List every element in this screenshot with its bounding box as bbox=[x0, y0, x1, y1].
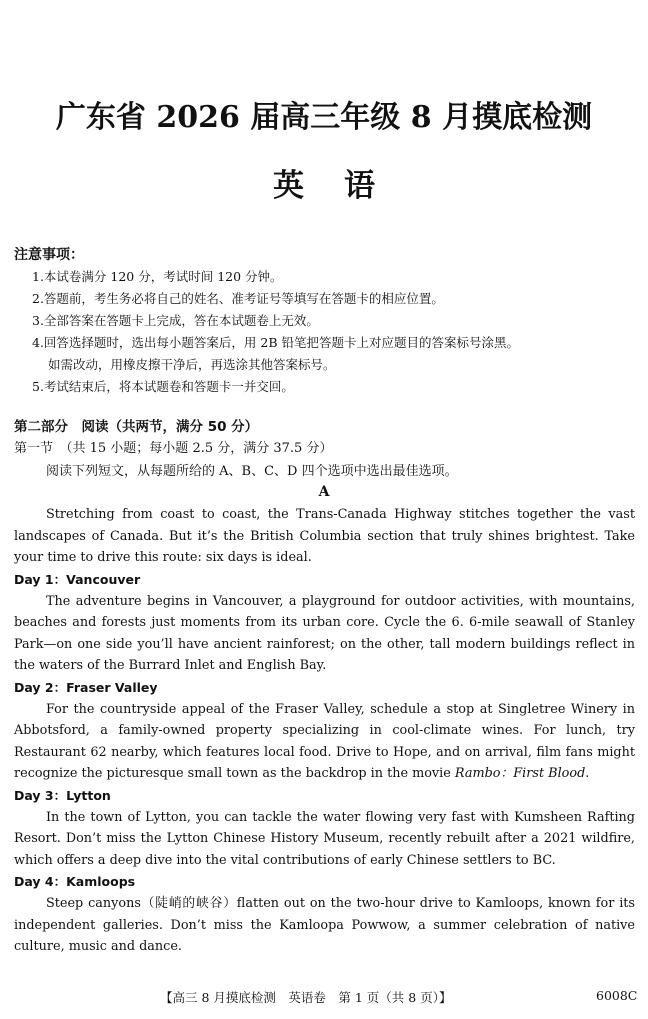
notice-item bbox=[14, 376, 636, 398]
subject-title: 英语 bbox=[273, 168, 415, 204]
day-heading: Day 3：Lytton bbox=[14, 787, 111, 803]
day-heading: Day 4：Kamloops bbox=[14, 874, 136, 889]
movie-title: Rambo：First Blood bbox=[454, 766, 586, 781]
passage-body bbox=[14, 504, 635, 958]
day-paragraph-tail: . bbox=[585, 766, 590, 781]
day-heading: Day 1：Vancouver bbox=[14, 571, 141, 587]
notice-item bbox=[14, 310, 636, 332]
day-heading: Day 2：Fraser Valley bbox=[14, 679, 158, 695]
notice-item bbox=[14, 332, 636, 376]
notice-item bbox=[14, 288, 636, 310]
exam-title: 广东省 2026 届高三年级 8 月摸底检测 bbox=[55, 100, 593, 135]
notice-item-continuation: 如需改动，用橡皮擦干净后，再选涂其他答案标号。 bbox=[48, 357, 336, 372]
notice-list bbox=[14, 266, 636, 398]
day-paragraph-text: For the countryside appeal of the Fraser Valley, schedule a stop at Singletree Winery in Abbotsford, a family-owned property specializing in cool-climate wines. For lunch, try Restaurant 62 nearby, which features local food. Drive to Hope, and on arrival, film fans might recognize the picturesque small town as the backdrop in the movie bbox=[14, 701, 635, 781]
day-paragraph: Steep canyons（陡峭的峡谷）flatten out on the two-hour drive to Kamloops, known for its independent galleries. Don’t miss the Kamloopa Powwow, a summer celebration of native culture, music and dance. bbox=[14, 896, 635, 954]
passage-intro: Stretching from coast to coast, the Trans-Canada Highway stitches together the vast landscapes of Canada. But it’s the British Columbia section that truly shines brightest. Take your time to drive this route: six days is ideal. bbox=[14, 507, 635, 565]
page-footer: 【高三 8 月摸底检测 英语卷 第 1 页（共 8 页）】 bbox=[160, 990, 452, 1005]
notice-item bbox=[14, 266, 636, 288]
paper-code: 6008C bbox=[596, 988, 638, 1003]
notice-item-text: 3.全部答案在答题卡上完成，答在本试题卷上无效。 bbox=[32, 313, 319, 328]
passage-letter: A bbox=[318, 484, 330, 500]
day-paragraph: In the town of Lytton, you can tackle the water flowing very fast with Kumsheen Rafting Resort. Don’t miss the Lytton Chinese History Museum, recently rebuilt after a 2021 wildfire, which offers a deep dive into the vital contributions of early Chinese settlers to BC. bbox=[14, 809, 635, 868]
day-paragraph: The adventure begins in Vancouver, a playground for outdoor activities, with mountains, beaches and forests just moments from its urban core. Cycle the 6. 6-mile seawall of Stanley Park—on one side you’ll have ancient rainforest; on the other, tall modern buildings reflect in the waters of the Burrard Inlet and English Bay. bbox=[14, 593, 635, 673]
notice-heading: 注意事项： bbox=[14, 247, 84, 263]
notice-item-text: 2.答题前，考生务必将自己的姓名、准考证号等填写在答题卡的相应位置。 bbox=[32, 291, 444, 306]
notice-item-text: 1.本试卷满分 120 分，考试时间 120 分钟。 bbox=[32, 269, 283, 284]
day-paragraph bbox=[14, 699, 635, 785]
instruction-text: 阅读下列短文，从每题所给的 A、B、C、D 四个选项中选出最佳选项。 bbox=[46, 464, 458, 479]
notice-item-text: 5.考试结束后，将本试题卷和答题卡一并交回。 bbox=[32, 379, 294, 394]
section-heading: 第一节 （共 15 小题；每小题 2.5 分，满分 37.5 分） bbox=[14, 441, 333, 456]
notice-item-text: 4.回答选择题时，选出每小题答案后，用 2B 铅笔把答题卡上对应题目的答案标号涂黑。 bbox=[32, 335, 520, 350]
part-heading: 第二部分 阅读（共两节，满分 50 分） bbox=[14, 419, 259, 435]
